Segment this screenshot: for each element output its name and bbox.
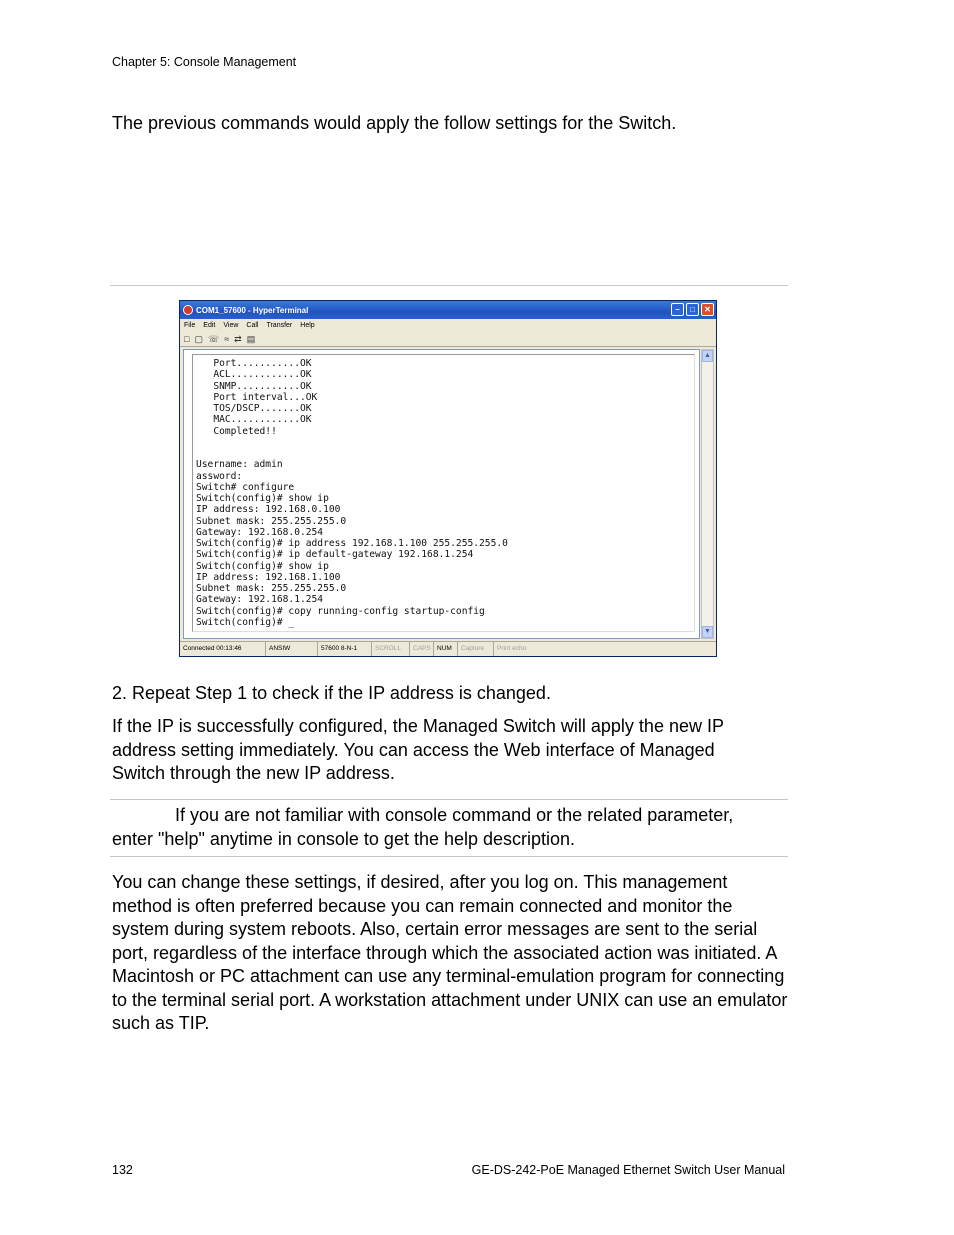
properties-icon[interactable]: ▤ xyxy=(246,333,256,344)
settings-paragraph: You can change these settings, if desired, after you log on. This management method is often preferred because you can remain connected and monitor the system during system reboots. Also, certain error messages are sent to the serial port, regardless of the interface through which the associated action was initiated. A Macintosh or PC attachment can use any terminal-emulation program for connecting to the terminal serial port. A workstation attachment under UNIX can use an emulator such as TIP. xyxy=(112,872,788,1033)
scroll-up-icon[interactable]: ▲ xyxy=(702,350,713,362)
status-print-echo: Print echo xyxy=(497,645,527,652)
menu-file[interactable]: File xyxy=(184,321,196,329)
status-emulation: ANSIW xyxy=(266,642,318,656)
status-bar xyxy=(180,641,716,656)
vertical-scrollbar[interactable] xyxy=(701,349,714,639)
status-settings: 57600 8-N-1 xyxy=(318,642,372,656)
note-top-rule xyxy=(110,799,788,800)
disconnect-icon[interactable]: ≈ xyxy=(224,333,230,344)
status-scroll: SCROLL xyxy=(372,642,410,656)
menu-transfer[interactable]: Transfer xyxy=(266,321,293,329)
status-num: NUM xyxy=(434,642,458,656)
menu-help[interactable]: Help xyxy=(300,321,315,329)
menu-call[interactable]: Call xyxy=(246,321,259,329)
menu-view[interactable]: View xyxy=(223,321,239,329)
open-icon[interactable]: ▢ xyxy=(194,333,203,344)
step-2-text: 2. Repeat Step 1 to check if the IP address is changed. xyxy=(112,683,551,703)
window-title: COM1_57600 - HyperTerminal xyxy=(196,305,309,315)
status-capture: Capture xyxy=(458,642,494,656)
send-icon[interactable]: ⇄ xyxy=(234,333,242,344)
maximize-button[interactable]: □ xyxy=(686,303,699,316)
close-button[interactable]: ✕ xyxy=(701,303,714,316)
terminal-output: Port...........OK ACL............OK SNMP...........OK Port interval...OK TOS/DSCP.......OK MAC............OK Completed!! Username: admin assword: Switch# configure Switch(config)# show ip IP address: 192.168.0.100 Subnet mask: 255.255.255.0 Gateway: 192.168.0.254 Switch(config)# ip address 192.168.1.100 255.255.255.0 Switch(config)# ip default-gateway 192.168.1.254 Switch(config)# show ip IP address: 192.168.1.100 Subnet mask: 255.255.255.0 Gateway: 192.168.1.254 Switch(config)# copy running-config startup-config Switch(config)# _ xyxy=(196,358,508,628)
new-icon[interactable]: □ xyxy=(184,333,190,344)
chapter-header: Chapter 5: Console Management xyxy=(112,55,297,69)
status-caps: CAPS xyxy=(410,642,434,656)
note-text: If you are not familiar with console command or the related parameter, enter "help" anytime in console to get the help description. xyxy=(112,805,734,849)
scroll-down-icon[interactable]: ▼ xyxy=(702,626,713,638)
menu-bar xyxy=(180,319,716,331)
connect-icon[interactable]: ☏ xyxy=(207,333,220,344)
window-titlebar xyxy=(180,301,716,319)
terminal-area[interactable] xyxy=(183,349,700,639)
page-number: 132 xyxy=(112,1163,133,1177)
ip-configured-paragraph: If the IP is successfully configured, the Managed Switch will apply the new IP address setting immediately. You can access the Web interface of Managed Switch through the new IP address. xyxy=(112,716,724,783)
toolbar xyxy=(180,331,716,347)
menu-edit[interactable]: Edit xyxy=(203,321,216,329)
note-bottom-rule xyxy=(110,856,788,857)
intro-text: The previous commands would apply the follow settings for the Switch. xyxy=(112,113,677,133)
status-connected: Connected 00:13:46 xyxy=(180,642,266,656)
hyperterminal-icon xyxy=(183,305,193,315)
minimize-button[interactable]: – xyxy=(671,303,684,316)
divider xyxy=(110,285,788,286)
manual-title: GE-DS-242-PoE Managed Ethernet Switch User Manual xyxy=(471,1163,785,1177)
hyperterminal-window xyxy=(179,300,717,657)
